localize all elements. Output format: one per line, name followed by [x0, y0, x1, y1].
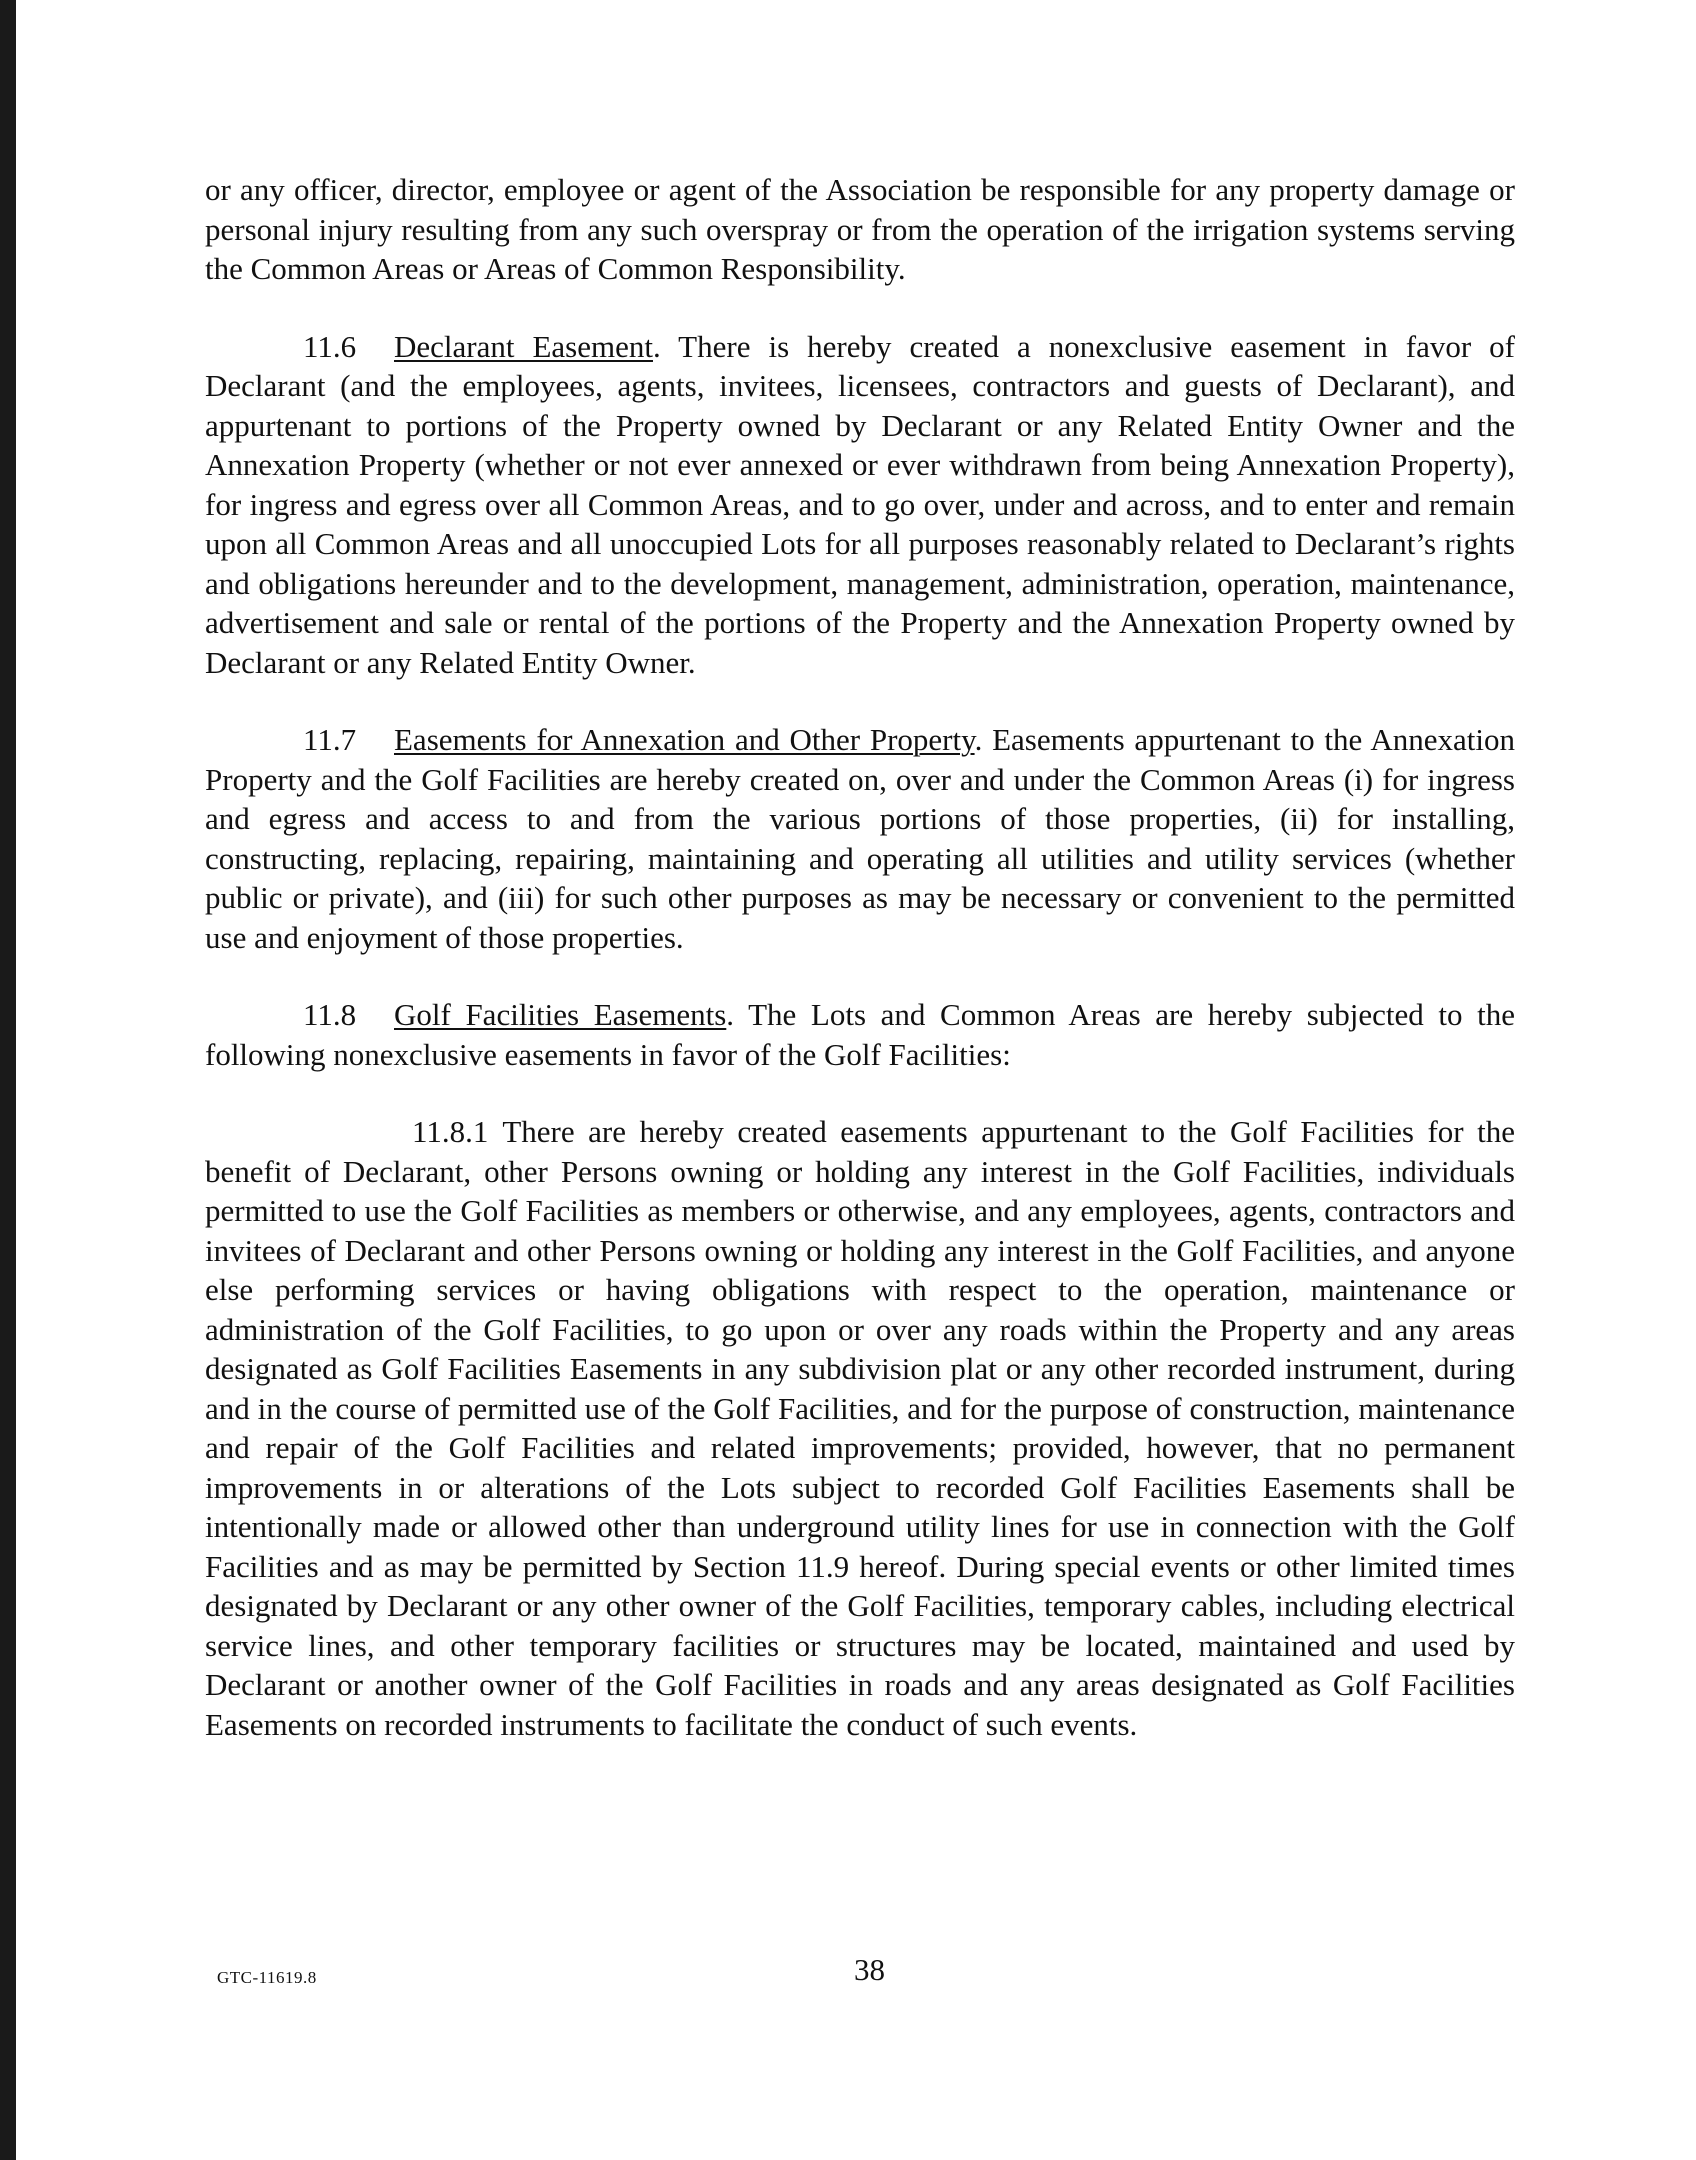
section-11-8 — [205, 995, 1515, 1074]
section-heading: Golf Facilities Easements — [394, 997, 727, 1032]
section-heading: Easements for Annexation and Other Property — [394, 722, 975, 757]
section-number: 11.7 — [303, 722, 357, 757]
document-page — [205, 170, 1515, 1744]
subsection-11-8-1 — [205, 1112, 1515, 1744]
section-11-7 — [205, 720, 1515, 957]
section-number: 11.8 — [303, 997, 357, 1032]
paragraph-continued: or any officer, director, employee or agent of the Association be responsible for any property damage or personal injury resulting from any such overspray or from the operation of the irrigation systems serving the Common Areas or Areas of Common Responsibility. — [205, 172, 1515, 286]
subsection-number: 11.8.1 — [412, 1114, 489, 1149]
page-number: 38 — [854, 1952, 885, 1987]
scan-edge — [0, 0, 16, 2160]
section-body: . The Lots and Common Areas are hereby subjected to the following nonexclusive easements in favor of the Golf Facilities: — [205, 997, 1515, 1072]
section-number: 11.6 — [303, 328, 357, 364]
section-body: . Easements appurtenant to the Annexation Property and the Golf Facilities are hereby created on, over and under the Common Areas (i) for ingress and egress and access to and from the various portions of those properties, (ii) for installing, constructing, replacing, repairing, maintaining and operating all utilities and utility services (whether public or private), and (iii) for such other purposes as may be necessary or convenient to the permitted use and enjoyment of those properties. — [205, 722, 1515, 955]
subsection-body: There are hereby created easements appurtenant to the Golf Facilities for the benefit of Declarant, other Persons owning or holding any interest in the Golf Facilities, individuals permitted to use the Golf Facilities as members or otherwise, and any employees, agents, contractors and invitees of Declarant and other Persons owning or holding any interest in the Golf Facilities, and anyone else performing services or having obligations with respect to the operation, maintenance or administration of the Golf Facilities, to go upon or over any roads within the Property and any areas designated as Golf Facilities Easements in any subdivision plat or any other recorded instrument, during and in the course of permitted use of the Golf Facilities, and for the purpose of construction, maintenance and repair of the Golf Facilities and related improvements; provided, however, that no permanent improvements in or alterations of the Lots subject to recorded Golf Facilities Easements shall be intentionally made or allowed other than underground utility lines for use in connection with the Golf Facilities and as may be permitted by Section 11.9 hereof. During special events or other limited times designated by Declarant or any other owner of the Golf Facilities, temporary cables, including electrical service lines, and other temporary facilities or structures may be located, maintained and used by Declarant or another owner of the Golf Facilities in roads and any areas designated as Golf Facilities Easements on recorded instruments to facilitate the conduct of such events. — [205, 1114, 1515, 1742]
section-heading: Declarant Easement — [394, 328, 653, 364]
section-body: . There is hereby created a nonexclusive easement in favor of Declarant (and the employees, agents, invitees, licensees, contractors and guests of Declarant), and appurtenant to portions of the Property owned by Declarant or any Related Entity Owner and the Annexation Property (whether or not ever annexed or ever withdrawn from being Annexation Property), for ingress and egress over all Common Areas, and to go over, under and across, and to enter and remain upon all Common Areas and all unoccupied Lots for all purposes reasonably related to Declarant’s rights and obligations hereunder and to the development, management, administration, operation, maintenance, advertisement and sale or rental of the portions of the Property and the Annexation Property owned by Declarant or any Related Entity Owner. — [205, 328, 1515, 680]
section-11-6 — [205, 327, 1515, 683]
footer-document-id: GTC-11619.8 — [217, 1968, 317, 1987]
